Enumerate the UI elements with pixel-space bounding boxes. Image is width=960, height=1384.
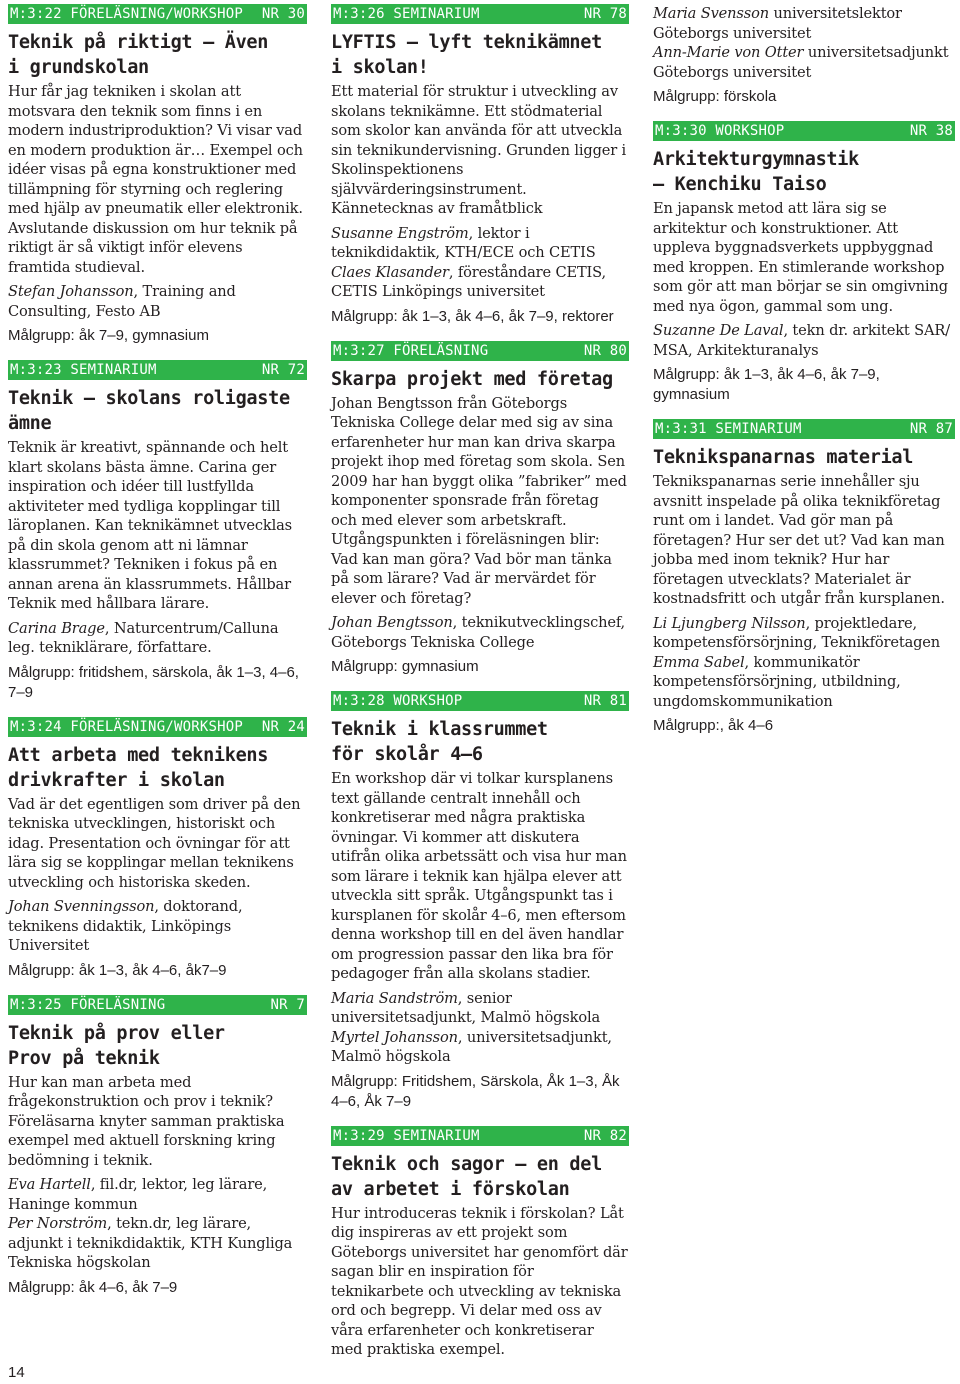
session-m329-continued [653,4,955,107]
session-description: Hur får jag tekniken i skolan att motsvara den teknik som finns i en modern industriproduktion? Vi visar vad en modern produktion är… Exempel och idéer visas på egna konstruktioner med tillämpning för styrning och reglering med hjälp av pneumatik eller elektronik. Avslutande diskussion om hur teknik på riktigt är så viktigt inför elevens framtida studieval. [8,83,303,276]
speaker-name: Eva Hartell [8,1176,91,1193]
speaker-name: Johan Svenningsson [8,898,155,915]
session-target-group: Målgrupp: åk 1–3, åk 4–6, åk 7–9, gymnasium [653,366,880,403]
session-title: Att arbeta med teknikens drivkrafter i skolan [8,744,269,791]
session-speaker [331,613,629,652]
session-m323 [8,360,307,703]
session-code: M:3:26 SEMINARIUM [333,6,480,22]
session-number: NR 38 [909,123,953,139]
page-number: 14 [8,1364,25,1381]
session-description: En workshop där vi tolkar kursplanens text gällande centralt innehåll och konkretiserar med några praktiska övningar. Vi kommer att diskutera utifrån olika arbetssätt och visa hur man som lärare i teknik kan hjälpa elever att utveckla sitt språk. Utgångspunkt tas i kursplanen för skolår 4–6, men eftersom denna workshop till en del även handlar om progression passar den lika bra för pedagoger från alla skolans stadier. [331,770,627,982]
session-m326 [331,4,629,327]
session-header-bar [331,341,629,361]
column-left [8,4,307,1312]
speaker-name: Stefan Johansson [8,283,134,300]
session-target-group: Målgrupp: Fritidshem, Särskola, Åk 1–3, Åk 4–6, Åk 7–9 [331,1072,620,1110]
session-header-bar [8,360,307,380]
speaker-title: , senior universitetsadjunkt, Malmö högskola [331,989,601,1026]
session-title: Teknik på prov eller Prov på teknik [8,1022,225,1069]
session-title: LYFTIS – lyft teknikämnet i skolan! [331,32,602,78]
session-title: Teknik och sagor – en del av arbetet i förskolan [331,1153,602,1200]
session-number: NR 81 [583,693,627,709]
session-number: NR 7 [270,996,305,1013]
session-code: M:3:22 FÖRELÄSNING/WORKSHOP [10,6,243,22]
speaker-name: Myrtel Johansson [331,1028,458,1046]
speaker-title: , Naturcentrum/Calluna leg. tekniklärare, författare. [8,619,279,656]
session-speaker [331,989,629,1067]
session-description: En japansk metod att lära sig se arkitektur och konstruktioner. Att uppleva byggnadsverkets uppbyggnad med kroppen. En stimlerande workshop som gör att man börjar se sin omgivning med nya ögon, gammal som ung. [653,200,948,315]
speaker-affiliation: Göteborgs universitet [653,63,812,81]
speaker-title: , projektledare, kompetensförsörjning, Teknikföretagen [653,614,941,651]
session-target-group: Målgrupp: gymnasium [331,658,479,675]
speaker-title: , fil.dr, lektor, leg lärare, Haninge kommun [8,1176,268,1213]
session-speaker [653,321,955,360]
session-code: M:3:29 SEMINARIUM [333,1127,480,1144]
session-title: Teknikspanarnas material [653,447,914,468]
session-code: M:3:25 FÖRELÄSNING [10,996,166,1013]
session-target-group: Målgrupp:, åk 4–6 [653,717,774,734]
speaker-title: , tekn dr. arkitekt SAR/ MSA, Arkitekturanalys [653,322,950,359]
session-header-bar [331,4,629,24]
session-m324 [8,717,307,981]
session-target-group: Målgrupp: åk 4–6, åk 7–9 [8,1278,178,1296]
speaker-affiliation: Göteborgs universitet [653,24,812,42]
session-m322 [8,4,307,346]
session-title: Arkitekturgymnastik – Kenchiku Taiso [653,149,859,195]
speaker-name: Suzanne De Laval [653,322,784,339]
speaker-name: Emma Sabel [653,653,745,671]
session-code: M:3:30 WORKSHOP [655,123,785,139]
speaker-title: , lektor i teknikdidaktik, KTH/ECE och CETIS [331,224,596,261]
session-number: NR 72 [261,362,305,378]
speaker-title: , föreståndare CETIS, CETIS Linköpings universitet [331,263,606,300]
speaker-name: Maria Sandström [331,989,458,1007]
session-speaker [8,1175,307,1273]
speaker-name: Li Ljungberg Nilsson [653,614,806,632]
speaker-name: Carina Brage [8,619,105,637]
session-number: NR 30 [261,6,305,22]
speaker-name: Johan Bengtsson [331,614,453,631]
session-m329 [331,1126,629,1360]
speaker-name: Per Norström [8,1215,108,1232]
speaker-title: , universitetsadjunkt, Malmö högskola [331,1028,612,1065]
session-description: Teknik är kreativt, spännande och helt klart skolans bästa ämne. Carina ger inspiration och idéer till lustfyllda aktiviteter med tydliga kopplingar till läroplanen. Kan teknikämnet utvecklas på din skola genom att ni lämnar klassrummet? Tekniken i fokus på en annan arena än klassrummets. Hållbar Teknik med hållbara lärare. [8,439,292,612]
session-speaker [653,614,955,712]
session-header-bar [653,419,955,439]
session-description: Hur introduceras teknik i förskolan? Låt dig inspireras av ett projekt som Göteborgs universitet har genomfört där sagan blir en inspiration för teknikarbete och utveckling av tekniska ord och begrepp. Vi delar med oss av våra erfarenheter och konkretiserar med praktiska exempel. [331,1204,628,1358]
speaker-title: , kommunikatör kompetensförsörjning, utbildning, ungdomskommunikation [653,653,901,710]
session-header-bar [8,4,307,24]
session-number: NR 24 [261,718,305,735]
session-speaker [8,897,307,956]
session-target-group: Målgrupp: förskola [653,88,777,105]
session-speaker [8,282,307,321]
session-code: M:3:31 SEMINARIUM [655,421,802,437]
session-code: M:3:24 FÖRELÄSNING/WORKSHOP [10,718,243,735]
session-target-group: Målgrupp: åk 7–9, gymnasium [8,327,209,344]
session-header-bar [331,691,629,711]
speaker-name: Maria Svensson [653,5,769,22]
session-description: Hur kan man arbeta med frågekonstruktion och prov i teknik? Föreläsarna knyter samman praktiska exempel med aktuell forskning kring bedömning i teknik. [8,1073,285,1169]
session-description: Vad är det egentligen som driver på den tekniska utvecklingen, historiskt och idag. Presentation och övningar för att lära sig se kopplingar mellan teknikens utveckling och historiska skeden. [8,795,301,891]
speaker-title: , teknikutvecklingschef, Göteborgs Tekniska College [331,614,626,651]
session-header-bar [331,1126,629,1146]
session-number: NR 80 [583,342,627,359]
speaker-name: Claes Klasander [331,263,449,281]
session-speaker [8,619,307,658]
column-middle [331,4,629,1374]
session-header-bar [8,995,307,1015]
session-header-bar [653,121,955,141]
session-header-bar [8,717,307,737]
speaker-title: universitetslektor [768,5,902,22]
session-speaker [653,4,955,82]
session-number: NR 82 [583,1127,627,1144]
session-m330 [653,121,955,405]
session-title: Teknik i klassrummet för skolår 4–6 [331,719,548,765]
session-title: Teknik – skolans roligaste ämne [8,388,290,434]
session-description: Johan Bengtsson från Göteborgs Tekniska College delar med sig av sina erfarenheter hur man kan driva skarpa projekt ihop med företag som skola. Sen 2009 har han byggt olika ”fabriker” med komponenter sponsrade från företag och med elever som arbetskraft. Utgångspunkten i föreläsningen blir: Vad kan man göra? Vad bör man tänka på som lärare? Vad är mervärdet för elever och företag? [331,394,627,607]
session-code: M:3:27 FÖRELÄSNING [333,342,489,359]
column-right [653,4,955,750]
session-m327 [331,341,629,678]
session-description: Teknikspanarnas serie innehåller sju avsnitt inspelade på olika teknikföretag runt om i landet. Vad gör man på företagen? Hur ser det ut? Vad kan man jobba med inom teknik? Hur har företagen utvecklats? Materialet är kostnadsfritt och utgår från kursplanen. [653,473,945,607]
session-number: NR 87 [909,421,953,437]
session-title: Teknik på riktigt – Även i grundskolan [8,32,269,78]
session-description: Ett material för struktur i utveckling av skolans teknikämne. Ett stödmaterial som skolor kan använda för att utveckla sin teknikundervisning. Grunden ligger i Skolinspektionens självvärderingsinstrument. Kännetecknas av framåtblick [331,83,627,217]
speaker-name: Ann-Marie von Otter [653,44,804,61]
speaker-title: universitetsadjunkt [803,44,949,61]
session-title: Skarpa projekt med företag [331,368,613,390]
speaker-title: , tekn.dr, leg lärare, adjunkt i teknikdidaktik, KTH Kungliga Tekniska högskolan [8,1215,293,1271]
session-code: M:3:28 WORKSHOP [333,693,463,709]
speaker-title: , Training and Consulting, Festo AB [8,283,236,320]
session-target-group: Målgrupp: fritidshem, särskola, åk 1–3, 4–6, 7–9 [8,663,299,701]
speaker-title: , doktorand, teknikens didaktik, Linköpings Universitet [8,898,243,954]
speaker-name: Susanne Engström [331,224,469,242]
session-m331 [653,419,955,736]
session-speaker [331,224,629,302]
session-number: NR 78 [583,6,627,22]
session-m328 [331,691,629,1112]
session-target-group: Målgrupp: åk 1–3, åk 4–6, åk 7–9, rektorer [331,307,614,325]
session-code: M:3:23 SEMINARIUM [10,362,157,378]
session-target-group: Målgrupp: åk 1–3, åk 4–6, åk7–9 [8,961,227,979]
session-m325 [8,995,307,1298]
